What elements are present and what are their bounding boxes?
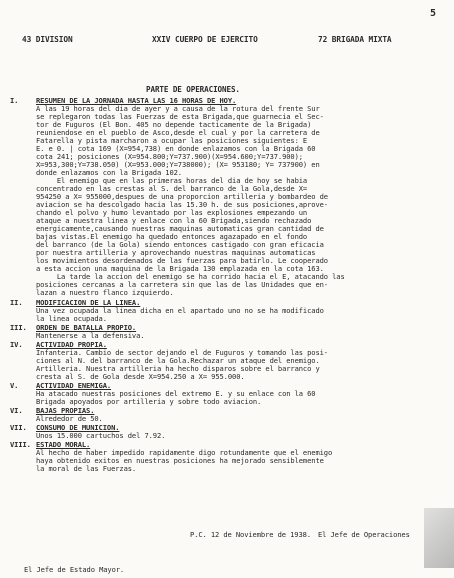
section-number: II. (10, 298, 23, 307)
section-heading: ESTADO MORAL. (36, 440, 91, 449)
section-heading: RESUMEN DE LA JORNADA HASTA LAS 16 HORAS DE HOY. (36, 96, 237, 105)
section-heading: ACTIVIDAD PROPIA. (36, 340, 107, 349)
section-heading: CONSUMO DE MUNICION. (36, 423, 120, 432)
section-line: A las 19 horas del dia de ayer y a causa de la rotura del frente Sur (36, 104, 320, 113)
section-line: se replegaron todas las Fuerzas de esta Brigada,que guarnecia el Sec- (36, 112, 324, 121)
section-heading: BAJAS PROPIAS. (36, 406, 95, 415)
signer-right: El Jefe de Operaciones (318, 530, 410, 539)
section-line: Artilleria. Nuestra artilleria ha hecho disparos sobre el barranco y (36, 364, 320, 373)
section-line: posiciones cercanas a la carretera sin que las de las Unidades que en- (36, 280, 328, 289)
section-number: VII. (10, 423, 27, 432)
section-line: energicamente,causando nuestras maquinas automaticas gran cantidad de (36, 224, 324, 233)
section-line: X=953,300;Y=738.050) (X=953.000;Y=738000); (X= 953180; Y= 737900) en (36, 160, 320, 169)
section-line: por nuestra artilleria y aprovechando nuestras maquinas automaticas (36, 248, 316, 257)
section-line: cresta al S. de Gola desde X=954.250 a X= 955.000. (36, 372, 245, 381)
section-line: tor de Fuguros (El Bon. 405 no depende tacticamente de la Brigada) (36, 120, 312, 129)
section-line: la linea ocupada. (36, 314, 107, 323)
header-division: 43 DIVISION (22, 35, 73, 44)
section-line: Unos 15.000 cartuchos del 7.92. (36, 431, 166, 440)
section-line: aviacion se ha descolgado hacia las 15.30 h. de sus posiciones,aprove- (36, 200, 328, 209)
header-brigade: 72 BRIGADA MIXTA (318, 35, 392, 44)
section-line: La tarde la accion del enemigo se ha corrido hacia el E, atacando las (36, 272, 345, 281)
section-line: 954250 a X= 955000,despues de una proporcion artilleria y bombardeo de (36, 192, 328, 201)
section-line: lazan a nuestro flanco izquierdo. (36, 288, 174, 297)
section-number: VIII. (10, 440, 31, 449)
section-line: Infanteria. Cambio de sector dejando el de Fuguros y tomando las posi- (36, 348, 328, 357)
section-number: III. (10, 323, 27, 332)
section-line: chando el polvo y humo levantado por las explosiones empezando un (36, 208, 308, 217)
section-number: I. (10, 96, 19, 105)
section-line: haya obtenido exitos en nuestras posiciones ha mejorado sensiblemente (36, 456, 324, 465)
section-number: V. (10, 381, 19, 390)
section-number: VI. (10, 406, 23, 415)
section-heading: ORDEN DE BATALLA PROPIO. (36, 323, 137, 332)
section-line: la moral de las Fuerzas. (36, 464, 137, 473)
section-line: Fatarella y pista marcharon a ocupar las posiciones siguientes: E (36, 136, 308, 145)
section-number: IV. (10, 340, 23, 349)
section-line: ciones al N. del barranco de la Gola.Rechazar un ataque del enemigo. (36, 356, 320, 365)
section-line: ataque a nuestra linea y enlace con la 60 Brigada,siendo rechazado (36, 216, 312, 225)
section-heading: MODIFICACION DE LA LINEA. (36, 298, 141, 307)
section-line: E. e 0. | cota 169 (X=954,738) en donde enlazamos con la Brigada 60 (36, 144, 316, 153)
corner-stamp-mark (424, 508, 454, 568)
corner-mark: 5 (430, 8, 436, 19)
section-heading: ACTIVIDAD ENEMIGA. (36, 381, 112, 390)
section-line: Una vez ocupada la linea dicha en el apartado uno no se ha modificado (36, 306, 324, 315)
header-corps: XXIV CUERPO DE EJERCITO (152, 35, 258, 44)
place-date: P.C. 12 de Noviembre de 1938. (190, 530, 311, 539)
section-line: bajas vistas.El enemigo ha quedado entonces agazapado en el fondo (36, 232, 308, 241)
page-title: PARTE DE OPERACIONES. (146, 85, 240, 94)
section-line: los movimientos desordenados de las fuerzas para batirlo. Le cooperado (36, 256, 328, 265)
section-line: Ha atacado nuestras posiciones del extremo E. y su enlace con la 60 (36, 389, 316, 398)
section-line: donde enlazamos con la Brigada 102. (36, 168, 182, 177)
section-line: reuniendose en el pueblo de Asco,desde el cual y por la carretera de (36, 128, 320, 137)
section-line: Al hecho de haber impedido rapidamente digo rotundamente que el enemigo (36, 448, 333, 457)
section-line: Mantenerse a la defensiva. (36, 331, 145, 340)
section-line: Alrededor de 50. (36, 414, 103, 423)
section-line: El enemigo que en las primeras horas del dia de hoy se habia (36, 176, 308, 185)
section-line: a esta accion una maquina de la Brigada 130 emplazada en la cota 163. (36, 264, 324, 273)
section-line: Brigada apoyados por artilleria y sobre todo aviacion. (36, 397, 262, 406)
section-line: cota 241; posiciones (X=954.800;Y=737.900)(X=954.600;Y=737.900); (36, 152, 303, 161)
section-line: del barranco (de la Gola) siendo entonces castigado con gran eficacia (36, 240, 324, 249)
signer-left: El Jefe de Estado Mayor. (24, 565, 125, 574)
section-line: concentrado en las crestas al S. del barranco de la Gola,desde X= (36, 184, 308, 193)
